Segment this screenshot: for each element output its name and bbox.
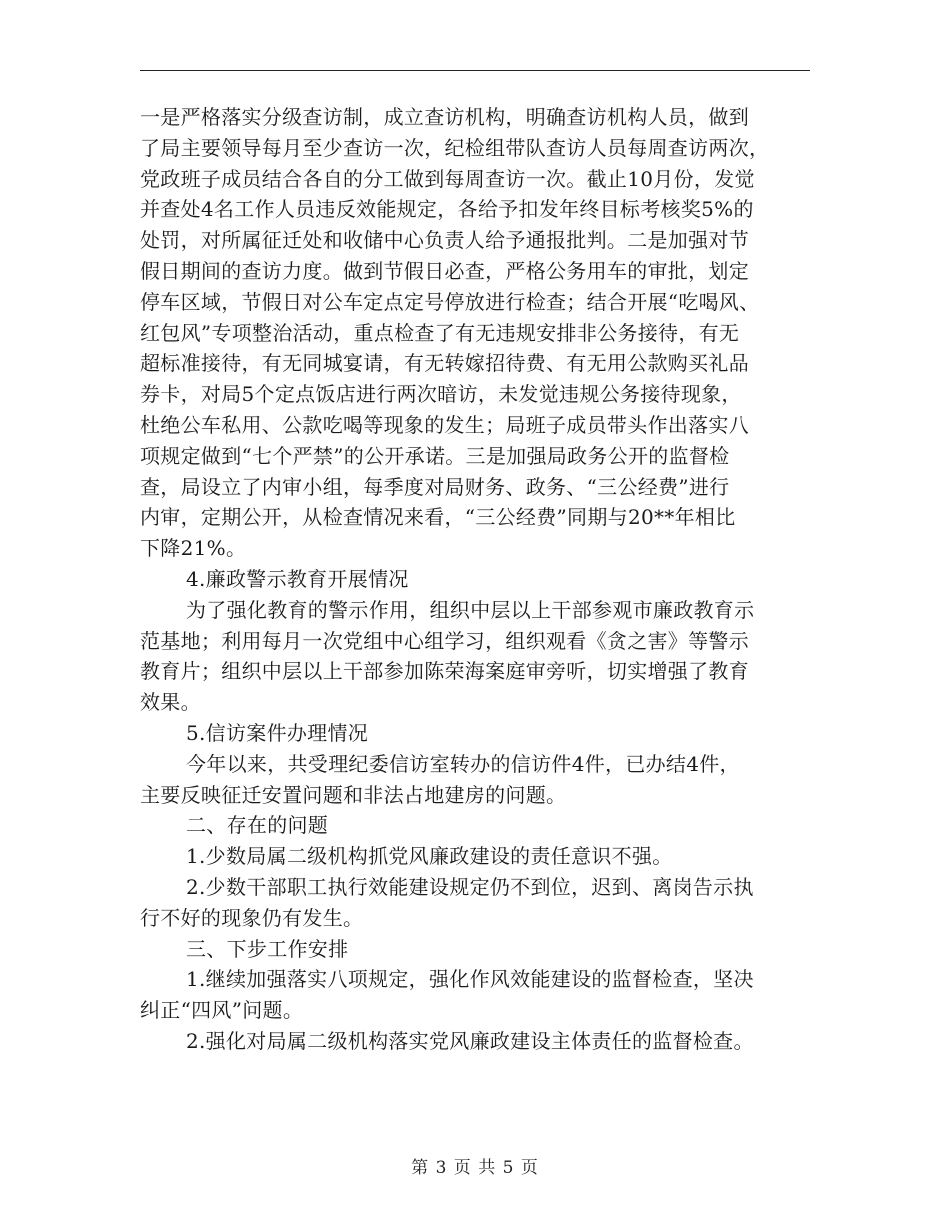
- text-line: 行不好的现象仍有发生。: [140, 905, 364, 930]
- text-line: 为了强化教育的警示作用，组织中层以上干部参观市廉政教育示: [186, 597, 755, 622]
- page-number-footer: 第 3 页 共 5 页: [411, 1158, 539, 1178]
- text-line: 内审，定期公开，从检查情况来看，“三公经费”同期与20**年相比: [140, 505, 736, 530]
- text-line: 二、存在的问题: [186, 813, 329, 838]
- text-line: 党政班子成员结合各自的分工做到每周查访一次。截止10月份，发觉: [140, 166, 755, 191]
- text-line: 纠正“四风”问题。: [140, 998, 304, 1023]
- text-line: 处罚，对所属征迁处和收储中心负责人给予通报批判。二是加强对节: [140, 228, 749, 253]
- document-body: [140, 102, 810, 1057]
- text-line: 范基地；利用每月一次党组中心组学习，组织观看《贪之害》等警示: [140, 628, 749, 653]
- text-line: 超标准接待，有无同城宴请，有无转嫁招待费、有无用公款购买礼品: [140, 351, 749, 376]
- text-line: 券卡，对局5个定点饭店进行两次暗访，未发觉违规公务接待现象，: [140, 382, 742, 407]
- text-line: 了局主要领导每月至少查访一次，纪检组带队查访人员每周查访两次，: [140, 135, 770, 160]
- text-line: 下降21%。: [140, 536, 247, 561]
- text-line: 红包风”专项整治活动，重点检查了有无违规安排非公务接待，有无: [140, 320, 740, 345]
- text-line: 项规定做到“七个严禁”的公开承诺。三是加强局政务公开的监督检: [140, 443, 730, 468]
- text-line: 教育片；组织中层以上干部参加陈荣海案庭审旁听，切实增强了教育: [140, 659, 749, 684]
- text-line: 并查处4名工作人员违反效能规定，各给予扣发年终目标考核奖5%的: [140, 197, 754, 222]
- text-line: 5.信访案件办理情况: [186, 720, 369, 745]
- text-line: 2.少数干部职工执行效能建设规定仍不到位，迟到、离岗告示执: [186, 874, 754, 899]
- text-line: 1.继续加强落实八项规定，强化作风效能建设的监督检查，坚决: [186, 967, 754, 992]
- text-line: 今年以来，共受理纪委信访室转办的信访件4件，已办结4件，: [186, 751, 740, 776]
- text-line: 查，局设立了内审小组，每季度对局财务、政务、“三公经费”进行: [140, 474, 730, 499]
- text-line: 杜绝公车私用、公款吃喝等现象的发生；局班子成员带头作出落实八: [140, 412, 749, 437]
- text-line: 4.廉政警示教育开展情况: [186, 566, 409, 591]
- text-line: 2.强化对局属二级机构落实党风廉政建设主体责任的监督检查。: [186, 1028, 754, 1053]
- text-line: 1.少数局属二级机构抓党风廉政建设的责任意识不强。: [186, 844, 673, 869]
- text-line: 主要反映征迁安置问题和非法占地建房的问题。: [140, 782, 567, 807]
- text-line: 三、下步工作安排: [186, 936, 349, 961]
- header-rule: [140, 70, 810, 71]
- text-line: 停车区域，节假日对公车定点定号停放进行检查；结合开展“吃喝风、: [140, 289, 760, 314]
- text-line: 假日期间的查访力度。做到节假日必查，严格公务用车的审批，划定: [140, 258, 749, 283]
- text-line: 一是严格落实分级查访制，成立查访机构，明确查访机构人员，做到: [140, 105, 749, 129]
- text-line: 效果。: [140, 690, 201, 715]
